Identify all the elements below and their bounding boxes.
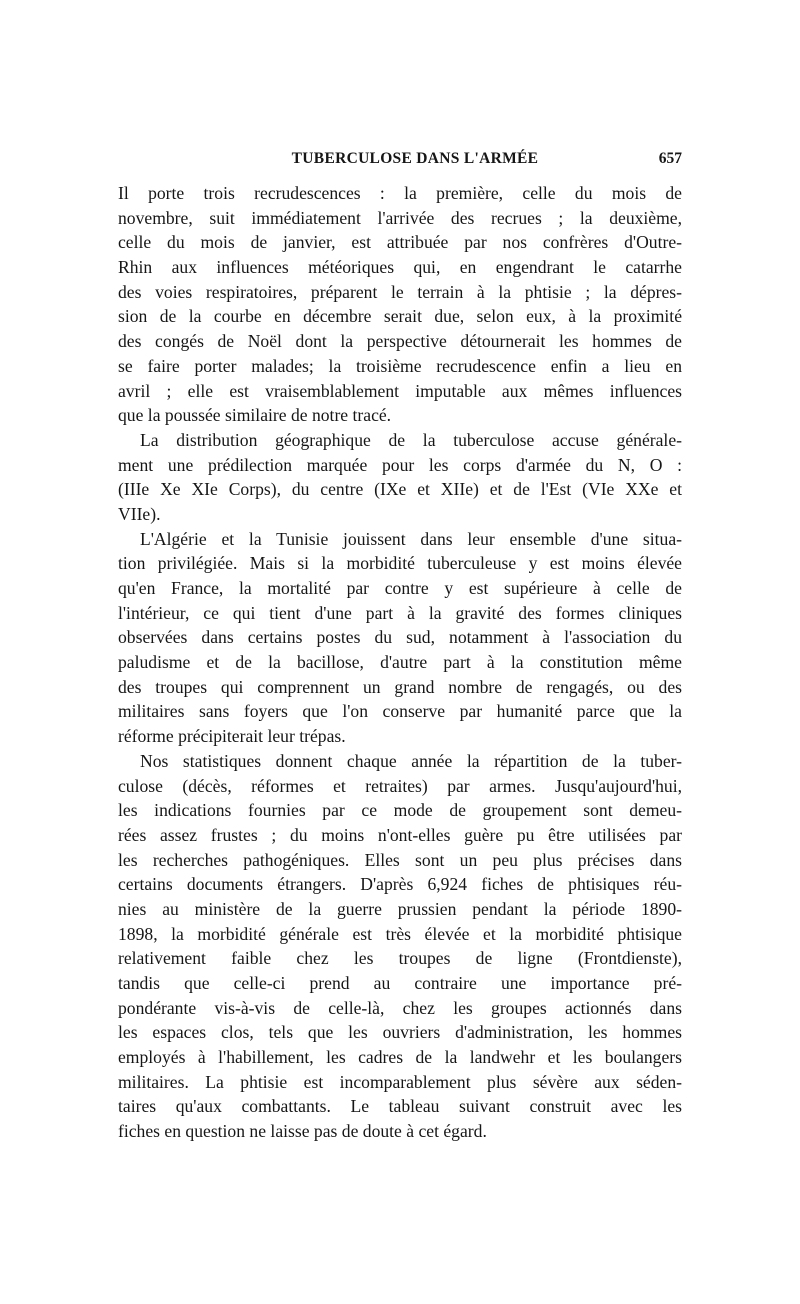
text-line: militaires. La phtisie est incomparablement plus sévère aux séden- bbox=[118, 1071, 682, 1092]
text-line: tandis que celle-ci prend au contraire une importance pré- bbox=[118, 973, 682, 993]
text-line: tion privilégiée. Mais si la morbidité tuberculeuse y est moins élevée bbox=[118, 553, 682, 574]
text-line: avril ; elle est vraisemblablement imputable aux mêmes influences bbox=[118, 380, 682, 401]
running-title: TUBERCULOSE DANS L'ARMÉE bbox=[291, 150, 539, 167]
page-number: 657 bbox=[658, 150, 682, 167]
text-line: Nos statistiques donnent chaque année la répartition de la tuber- bbox=[140, 750, 682, 771]
text-line: des congés de Noël dont la perspective détournerait les hommes de bbox=[118, 331, 682, 352]
text-line: observées dans certains postes du sud, notamment à l'association du bbox=[118, 627, 682, 648]
text-line: les espaces clos, tels que les ouvriers d'administration, les hommes bbox=[118, 1022, 682, 1043]
text-line: fiches en question ne laisse pas de doute à cet égard. bbox=[118, 1121, 487, 1142]
text-line: taires qu'aux combattants. Le tableau suivant construit avec les bbox=[118, 1096, 682, 1117]
text-line: nies au ministère de la guerre prussien pendant la période 1890- bbox=[118, 898, 682, 919]
text-line: se faire porter malades; la troisième recrudescence enfin a lieu en bbox=[118, 355, 682, 376]
text-line: rées assez frustes ; du moins n'ont-elles guère pu être utilisées par bbox=[118, 824, 682, 845]
text-line: La distribution géographique de la tuberculose accuse générale- bbox=[140, 429, 682, 450]
text-line: pondérante vis-à-vis de celle-là, chez les groupes actionnés dans bbox=[118, 997, 682, 1018]
text-line: des voies respiratoires, préparent le terrain à la phtisie ; la dépres- bbox=[118, 281, 682, 302]
paragraph bbox=[118, 428, 682, 527]
text-line: Il porte trois recrudescences : la première, celle du mois de bbox=[118, 183, 682, 203]
paragraph bbox=[118, 527, 682, 749]
text-line: ment une prédilection marquée pour les corps d'armée du N, O : bbox=[118, 454, 682, 475]
text-line: L'Algérie et la Tunisie jouissent dans leur ensemble d'une situa- bbox=[140, 528, 682, 549]
text-line: réforme précipiterait leur trépas. bbox=[118, 726, 346, 747]
paragraph bbox=[118, 181, 682, 428]
text-line: militaires sans foyers que l'on conserve par humanité parce que la bbox=[118, 701, 682, 722]
text-line: qu'en France, la mortalité par contre y est supérieure à celle de bbox=[118, 578, 682, 598]
text-line: que la poussée similaire de notre tracé. bbox=[118, 405, 392, 426]
text-line: culose (décès, réformes et retraites) par armes. Jusqu'aujourd'hui, bbox=[118, 775, 682, 796]
text-line: paludisme et de la bacillose, d'autre part à la constitution même bbox=[118, 652, 682, 673]
text-line: (IIIe Xe XIe Corps), du centre (IXe et XIIe) et de l'Est (VIe XXe et bbox=[118, 479, 682, 500]
paragraph bbox=[118, 749, 682, 1144]
text-line: sion de la courbe en décembre serait due, selon eux, à la proximité bbox=[118, 306, 682, 327]
running-head bbox=[118, 150, 682, 174]
text-line: l'intérieur, ce qui tient d'une part à la gravité des formes cliniques bbox=[118, 602, 682, 623]
text-line: VIIe). bbox=[118, 503, 161, 524]
text-line: des troupes qui comprennent un grand nombre de rengagés, ou des bbox=[118, 676, 682, 697]
text-line: relativement faible chez les troupes de ligne (Frontdienste), bbox=[118, 948, 682, 969]
text-line: employés à l'habillement, les cadres de la landwehr et les boulangers bbox=[118, 1047, 682, 1068]
body-text bbox=[118, 181, 682, 1144]
text-line: celle du mois de janvier, est attribuée par nos confrères d'Outre- bbox=[118, 232, 682, 253]
text-line: certains documents étrangers. D'après 6,924 fiches de phtisiques réu- bbox=[118, 874, 682, 895]
text-line: les recherches pathogéniques. Elles sont un peu plus précises dans bbox=[118, 849, 682, 870]
text-line: 1898, la morbidité générale est très élevée et la morbidité phtisique bbox=[118, 923, 682, 944]
text-line: Rhin aux influences météoriques qui, en engendrant le catarrhe bbox=[118, 257, 682, 278]
text-line: novembre, suit immédiatement l'arrivée des recrues ; la deuxième, bbox=[118, 207, 682, 228]
text-line: les indications fournies par ce mode de groupement sont demeu- bbox=[118, 800, 682, 821]
